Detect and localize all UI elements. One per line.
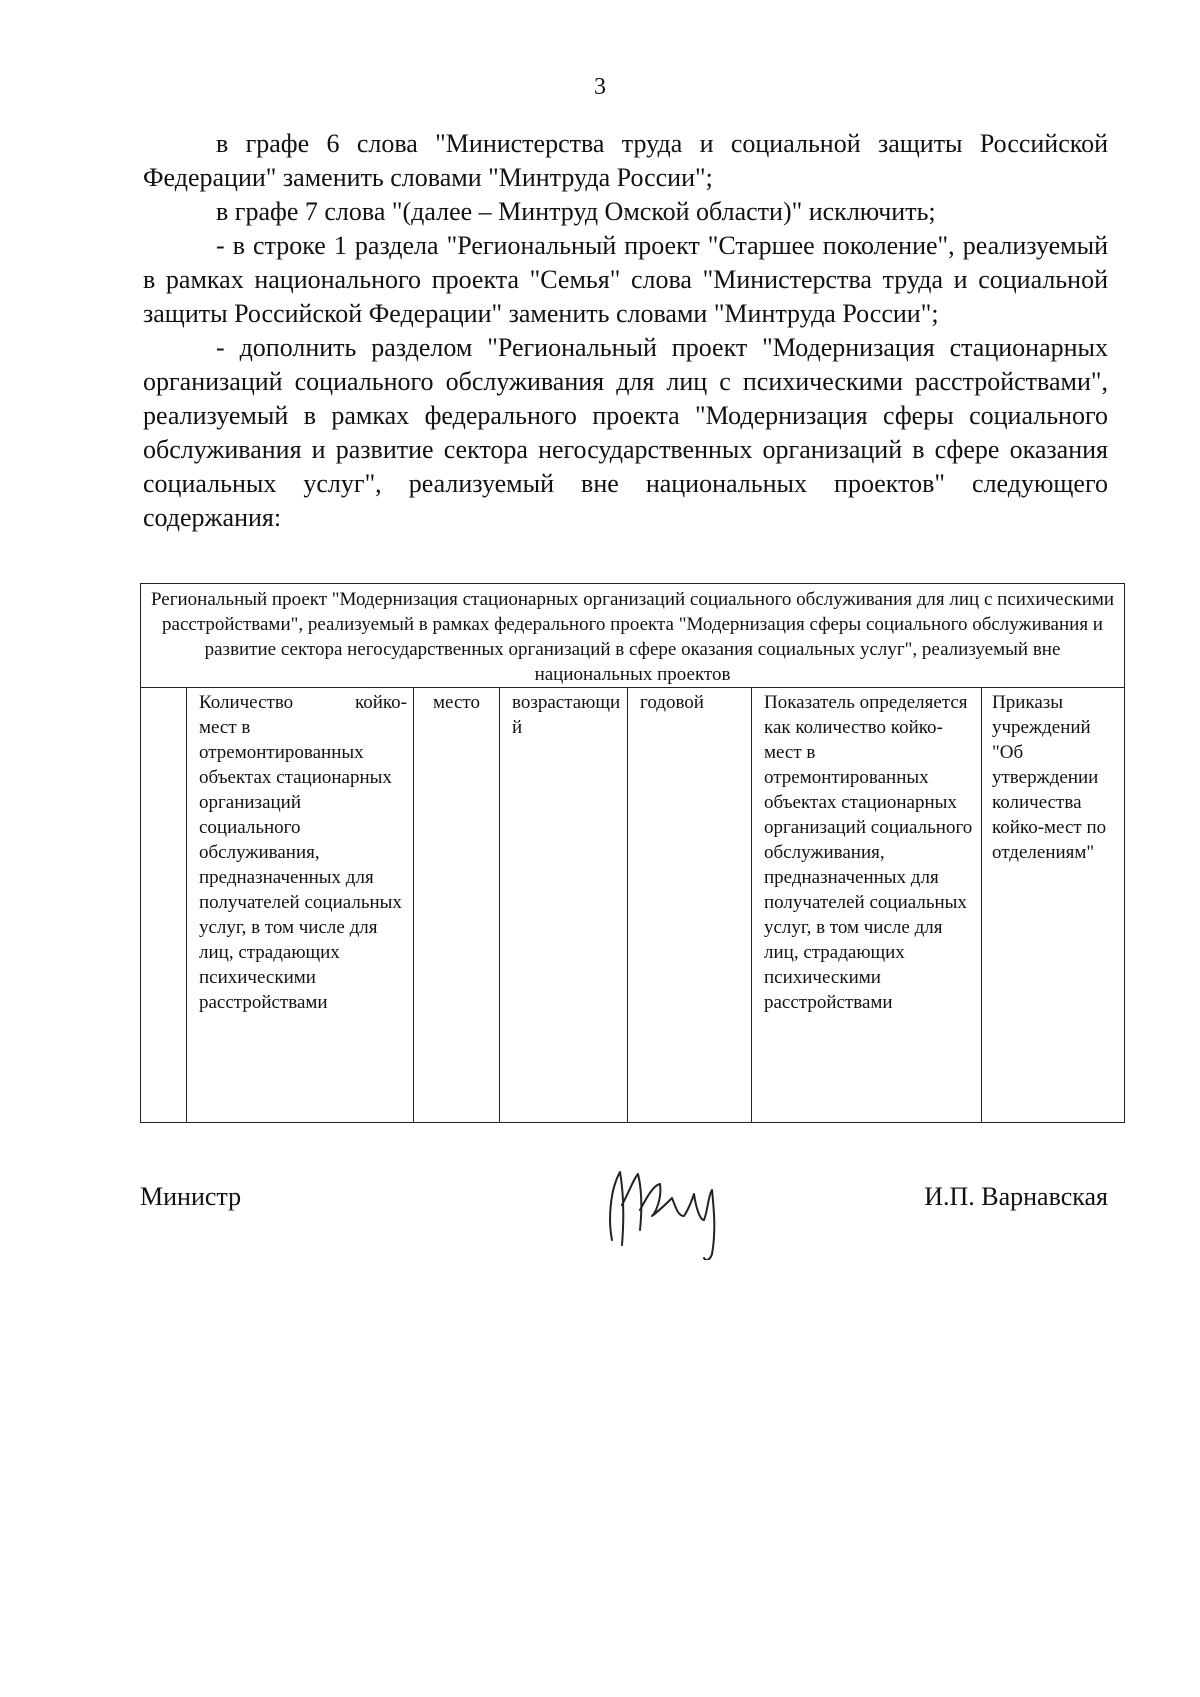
cell-method: Показатель определяется как количество койко-мест в отремонтированных объектах стационарных организаций социального обслуживания, предназначенных для получателей социальных услуг, в том числе для лиц, страдающих психическими расстройствами	[752, 688, 982, 1123]
paragraph-new-section: - дополнить разделом "Региональный проект "Модернизация стационарных организаций социального обслуживания для лиц с психическими расстройствами", реализуемый в рамках федерального проекта "Модернизация сферы социального обслуживания и развитие сектора негосударственных организаций в сфере оказания социальных услуг", реализуемый вне национальных проектов" следующего содержания:	[143, 333, 1108, 532]
table-caption: Региональный проект "Модернизация стационарных организаций социального обслуживания для лиц с психическими расстройствами", реализуемый в рамках федерального проекта "Модернизация сферы социального обслуживания и развитие сектора негосударственных организаций в сфере оказания социальных услуг", реализуемый вне национальных проектов	[141, 584, 1125, 688]
page-number: 3	[594, 74, 606, 100]
signatory-name: И.П. Варнавская	[924, 1182, 1108, 1211]
cell-periodicity: годовой	[628, 688, 752, 1123]
paragraph-graph7: в графе 7 слова "(далее – Минтруд Омской области)" исключить;	[216, 197, 936, 226]
body-text	[143, 127, 1108, 535]
cell-indicator	[187, 688, 414, 1123]
cell-source: Приказы учреждений "Об утверждении количества койко-мест по отделениям"	[982, 688, 1125, 1123]
amendment-table	[140, 583, 1125, 1123]
indicator-first-line: Количество койко-	[199, 692, 407, 713]
paragraph-graph6: в графе 6 слова "Министерства труда и социальной защиты Российской Федерации" заменить словами "Минтруда России";	[143, 129, 1108, 192]
table-row	[141, 688, 1125, 1123]
indicator-rest: мест в отремонтированных объектах стационарных организаций социального обслуживания, предназначенных для получателей социальных услуг, в том числе для лиц, страдающих психическими расстройствами	[199, 717, 402, 1013]
signatory-position: Министр	[140, 1182, 242, 1211]
cell-unit: место	[414, 688, 500, 1123]
cell-trend: возрастающий	[500, 688, 628, 1123]
paragraph-row1: - в строке 1 раздела "Региональный проект "Старшее поколение", реализуемый в рамках национального проекта "Семья" слова "Министерства труда и социальной защиты Российской Федерации" заменить словами "Минтруда России";	[143, 231, 1108, 328]
cell-number	[141, 688, 187, 1123]
handwritten-signature	[590, 1150, 750, 1260]
table-caption-row	[141, 584, 1125, 688]
